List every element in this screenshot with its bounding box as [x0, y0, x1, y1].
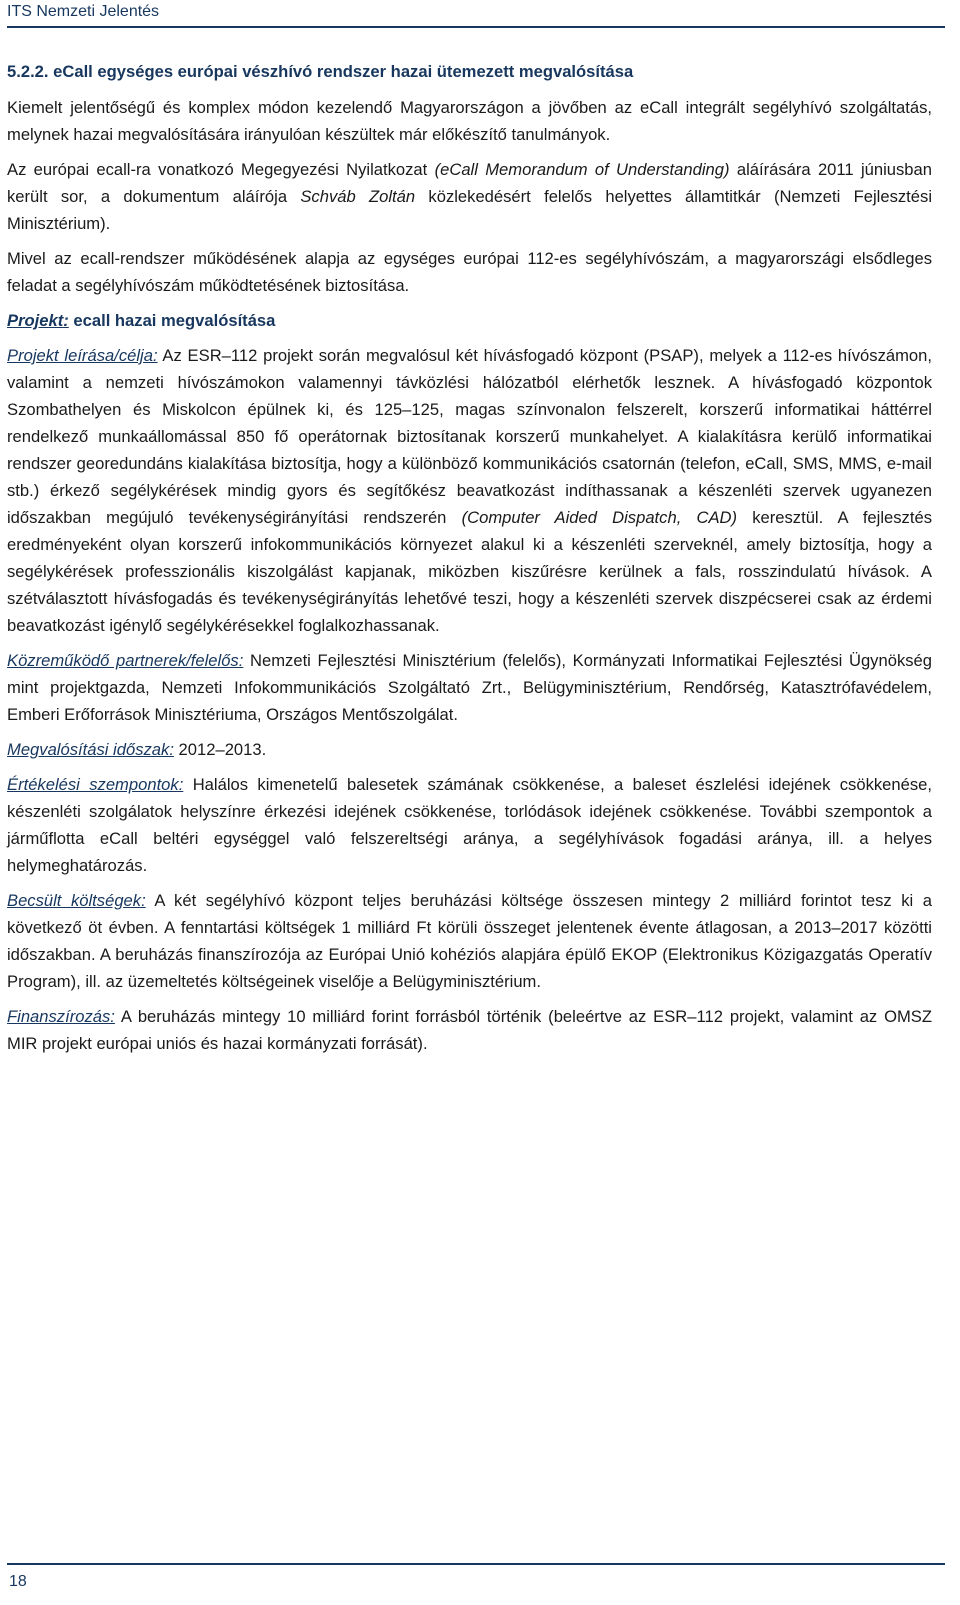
section-heading: 5.2.2. eCall egységes európai vészhívó rendszer hazai ütemezett megvalósítása	[7, 62, 634, 81]
project-evaluation-text: Halálos kimenetelű balesetek számának csökkenése, a baleset észlelési idejének csökkenése, készenléti szolgálatok helyszínre érkezési idejének csökkenése, torlódások idejének csökkenése. További szempontok a járműflotta eCall beltéri egységgel való felszereltségi aránya, a segélyhívások fogadási aránya, ill. a helyes helymeghatározás.	[7, 775, 932, 875]
intro-paragraph-2	[7, 156, 932, 237]
intro-paragraph-3: Mivel az ecall-rendszer működésének alapja az egységes európai 112-es segélyhívószám, a magyarországi elsődleges feladat a segélyhívószám működtetésének biztosítása.	[7, 249, 932, 295]
intro-p2-signatory: Schváb Zoltán	[300, 187, 416, 206]
project-period	[7, 736, 932, 763]
project-period-label: Megvalósítási időszak:	[7, 740, 174, 759]
project-costs-text: A két segélyhívó központ teljes beruházási költsége összesen mintegy 2 milliárd forintot tesz ki a következő öt évben. A fenntartási költségek 1 milliárd Ft körüli összeget jelentenek évente átlagosan, a 2013–2017 közötti időszakban. A beruházás finanszírozója az Európai Unió kohéziós alapjára épülő EKOP (Elektronikus Közigazgatás Operatív Program), ill. az üzemeltetés költségeinek viselője a Belügyminisztérium.	[7, 891, 932, 991]
project-costs-label: Becsült költségek:	[7, 891, 146, 910]
project-heading-label: Projekt:	[7, 311, 69, 330]
project-funding	[7, 1003, 932, 1057]
project-description-text-a: Az ESR–112 projekt során megvalósul két hívásfogadó központ (PSAP), melyek a 112-es hívószámon, valamint a nemzeti hívószámokon valamennyi távközlési hálózatból elérhetők lesznek. A hívásfogadó központok Szombathelyen és Miskolcon épülnek ki, és 125–125, magas színvonalon felszerelt, korszerű informatikai háttérrel rendelkező munkaállomással 850 fő operátornak biztosítanak korszerű munkahelyet. A kialakításra kerülő informatikai rendszer georedundáns kialakítása biztosítja, hogy a különböző kommunikációs csatornán (telefon, eCall, SMS, MMS, e-mail stb.) érkező segélykérések mindig gyors és segítőkész beavatkozást indíthassanak a készenléti szervek ugyanezen időszakban megújuló tevékenységirányítási rendszerén	[7, 346, 933, 527]
project-partners	[7, 647, 932, 728]
project-evaluation	[7, 771, 932, 879]
intro-p2-memorandum: (eCall Memorandum of Understanding)	[434, 160, 730, 179]
intro-p2-text-a: Az európai ecall-ra vonatkozó Megegyezési Nyilatkozat	[7, 160, 435, 179]
project-description	[7, 342, 932, 639]
project-description-label: Projekt leírása/célja:	[7, 346, 158, 365]
intro-p2-text-c: aláírására 2011 júniusban került sor, a dokumentum aláírója	[7, 160, 932, 206]
project-period-text: 2012–2013.	[173, 740, 267, 759]
project-heading-title: ecall hazai megvalósítása	[68, 311, 276, 330]
project-description-cad: (Computer Aided Dispatch, CAD)	[461, 508, 738, 527]
project-evaluation-label: Értékelési szempontok:	[7, 775, 184, 794]
project-funding-label: Finanszírozás:	[7, 1007, 115, 1026]
project-description-text-c: keresztül. A fejlesztés eredményeként olyan korszerű infokommunikációs környezet alakul ki a készenléti szerveknél, amely biztosítja, hogy a segélykérések professzionális kiszolgálást kapjanak, miközben kiszűrésre kerülnek a fals, rosszindulatú hívások. A szétválasztott hívásfogadás és tevékenységirányítás lehetővé teszi, hogy a készenléti szervek diszpécserei csak az érdemi beavatkozást igénylő segélykérésekkel foglalkozhassanak.	[7, 508, 932, 635]
project-partners-label: Közreműködő partnerek/felelős:	[7, 651, 244, 670]
project-heading	[7, 307, 932, 334]
page-content	[7, 58, 932, 1065]
intro-paragraph-1: Kiemelt jelentőségű és komplex módon kezelendő Magyarországon a jövőben az eCall integrált segélyhívó szolgáltatás, melynek hazai megvalósítására irányulóan készültek már előkészítő tanulmányok.	[7, 98, 932, 144]
page-footer	[7, 1563, 945, 1595]
intro-p2-text-e: közlekedésért felelős helyettes államtitkár (Nemzeti Fejlesztési Minisztérium).	[7, 187, 933, 233]
project-funding-text: A beruházás mintegy 10 milliárd forint forrásból történik (beleértve az ESR–112 projekt, valamint az OMSZ MIR projekt európai uniós és hazai kormányzati forrását).	[7, 1007, 932, 1053]
page-header	[7, 0, 945, 28]
project-partners-text: Nemzeti Fejlesztési Minisztérium (felelős), Kormányzati Informatikai Fejlesztési Ügynökség mint projektgazda, Nemzeti Infokommunikációs Szolgáltató Zrt., Belügyminisztérium, Rendőrség, Katasztrófavédelem, Emberi Erőforrások Minisztériuma, Országos Mentőszolgálat.	[7, 651, 932, 724]
page-number: 18	[9, 1573, 27, 1590]
header-title: ITS Nemzeti Jelentés	[7, 3, 160, 20]
project-costs	[7, 887, 932, 995]
